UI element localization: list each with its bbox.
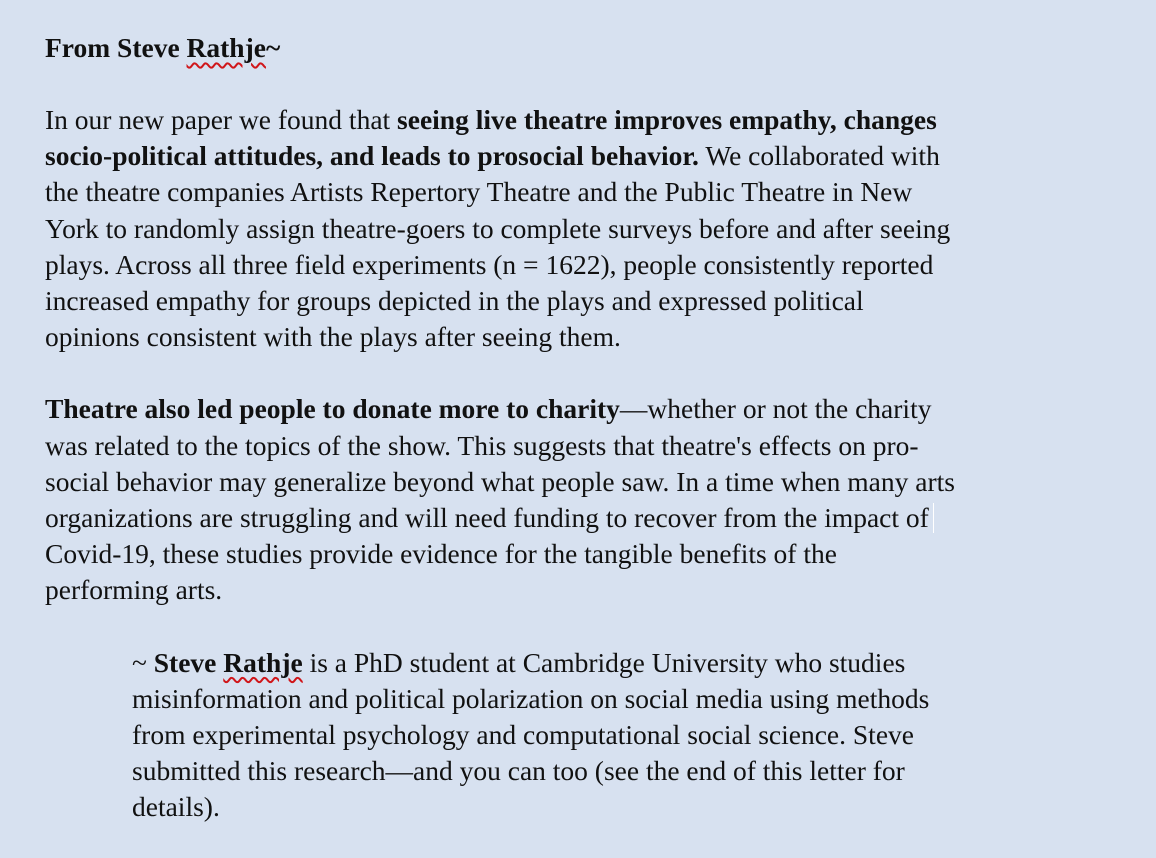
text-line <box>45 500 1135 536</box>
text-line: Covid-19, these studies provide evidence for the tangible benefits of the <box>45 538 837 570</box>
text-run: organizations are struggling and will need funding to recover from the impact of <box>45 502 929 534</box>
tilde-prefix: ~ <box>132 646 154 678</box>
text-run: —whether or not the charity <box>619 393 932 425</box>
text-line: social behavior may generalize beyond what people saw. In a time when many arts <box>45 465 955 497</box>
text-line <box>45 138 1135 174</box>
text-line: submitted this research—and you can too (see the end of this letter for <box>132 755 905 787</box>
blank-line <box>45 66 1135 102</box>
text-run: We collaborated with <box>698 140 940 172</box>
text-line <box>45 102 1135 138</box>
paragraph-charity <box>45 391 1135 608</box>
blank-line <box>45 609 1135 645</box>
paragraph-findings <box>45 102 1135 355</box>
misspelled-name[interactable]: Rathje <box>186 32 266 63</box>
text-line: increased empathy for groups depicted in the plays and expressed political <box>45 285 864 317</box>
text-cursor <box>933 503 934 533</box>
text-run: In our new paper we found that <box>45 104 398 135</box>
text-line: York to randomly assign theatre-goers to complete surveys before and after seeing <box>45 212 951 244</box>
text-line <box>45 391 1135 427</box>
text-line: from experimental psychology and computational social science. Steve <box>132 719 914 751</box>
text-line: plays. Across all three field experiments (n = 1622), people consistently reported <box>45 248 934 280</box>
text-run: is a PhD student at Cambridge University who studies <box>302 646 906 678</box>
bold-run: seeing live theatre improves empathy, changes <box>397 104 937 135</box>
text-line: misinformation and political polarization on social media using methods <box>132 682 930 714</box>
heading-prefix: From Steve <box>45 32 187 63</box>
author-bio <box>132 645 1122 826</box>
bold-run: Theatre also led people to donate more to charity <box>45 393 620 425</box>
text-line: performing arts. <box>45 574 223 606</box>
heading-suffix: ~ <box>265 32 281 63</box>
misspelled-name[interactable]: Rathje <box>223 646 303 678</box>
letter-heading <box>45 30 1135 66</box>
text-line: opinions consistent with the plays after seeing them. <box>45 321 621 353</box>
blank-line <box>45 355 1135 391</box>
text-line: details). <box>132 791 220 823</box>
document-body[interactable] <box>45 30 1135 826</box>
text-line: the theatre companies Artists Repertory Theatre and the Public Theatre in New <box>45 176 913 208</box>
bold-run: socio-political attitudes, and leads to prosocial behavior. <box>45 140 699 172</box>
bold-run: Steve <box>153 646 224 678</box>
text-line: was related to the topics of the show. This suggests that theatre's effects on pro- <box>45 429 919 461</box>
text-line <box>132 645 1122 681</box>
